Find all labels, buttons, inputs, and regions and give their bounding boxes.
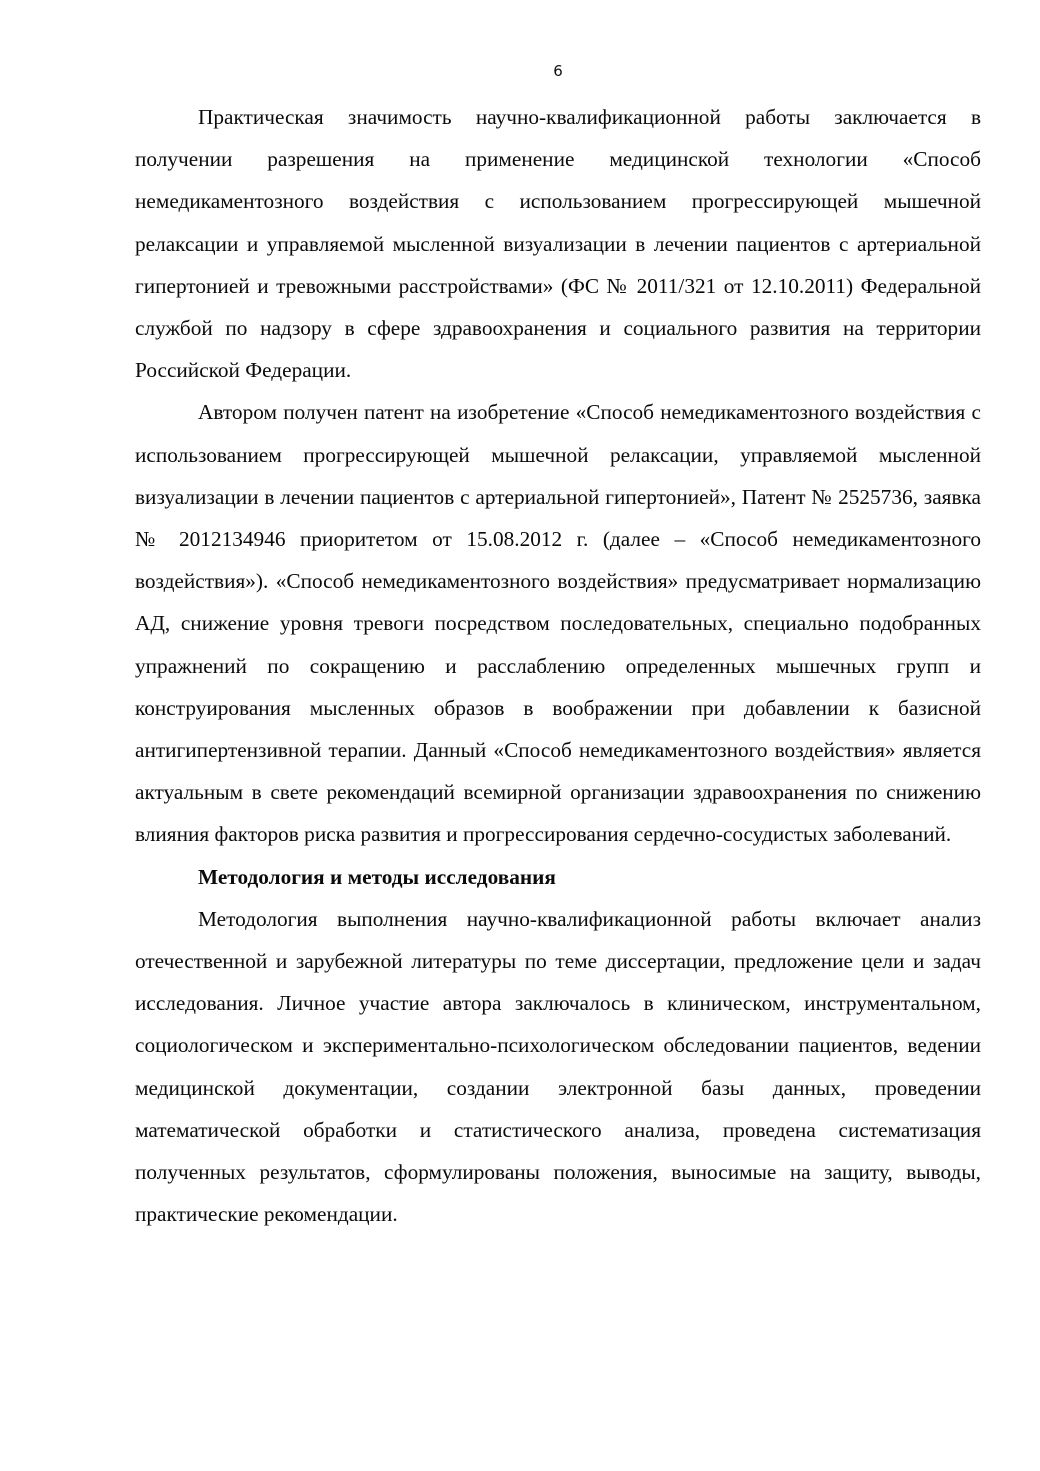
document-body — [135, 96, 981, 1235]
page-number: 6 — [553, 62, 563, 80]
paragraph-practical-significance: Практическая значимость научно-квалификационной работы заключается в получении разрешения на применение медицинской технологии «Способ немедикаментозного воздействия с использованием прогрессирующей мышечной релаксации и управляемой мысленной визуализации в лечении пациентов с артериальной гипертонией и тревожными расстройствами» (ФС № 2011/321 от 12.10.2011) Федеральной службой по надзору в сфере здравоохранения и социального развития на территории Российской Федерации. — [135, 105, 981, 383]
paragraph-patent: Автором получен патент на изобретение «Способ немедикаментозного воздействия с использованием прогрессирующей мышечной релаксации, управляемой мысленной визуализации в лечении пациентов с артериальной гипертонией», Патент № 2525736, заявка № 2012134946 приоритетом от 15.08.2012 г. (далее – «Способ немедикаментозного воздействия»). «Способ немедикаментозного воздействия» предусматривает нормализацию АД, снижение уровня тревоги посредством последовательных, специально подобранных упражнений по сокращению и расслаблению определенных мышечных групп и конструирования мысленных образов в воображении при добавлении к базисной антигипертензивной терапии. Данный «Способ немедикаментозного воздействия» является актуальным в свете рекомендаций всемирной организации здравоохранения по снижению влияния факторов риска развития и прогрессирования сердечно-сосудистых заболеваний. — [135, 400, 981, 847]
section-heading-methodology: Методология и методы исследования — [198, 864, 556, 889]
paragraph-methodology: Методология выполнения научно-квалификационной работы включает анализ отечественной и зарубежной литературы по теме диссертации, предложение цели и задач исследования. Личное участие автора заключалось в клиническом, инструментальном, социологическом и экспериментально-психологическом обследовании пациентов, ведении медицинской документации, создании электронной базы данных, проведении математической обработки и статистического анализа, проведена систематизация полученных результатов, сформулированы положения, выносимые на защиту, выводы, практические рекомендации. — [135, 906, 981, 1227]
